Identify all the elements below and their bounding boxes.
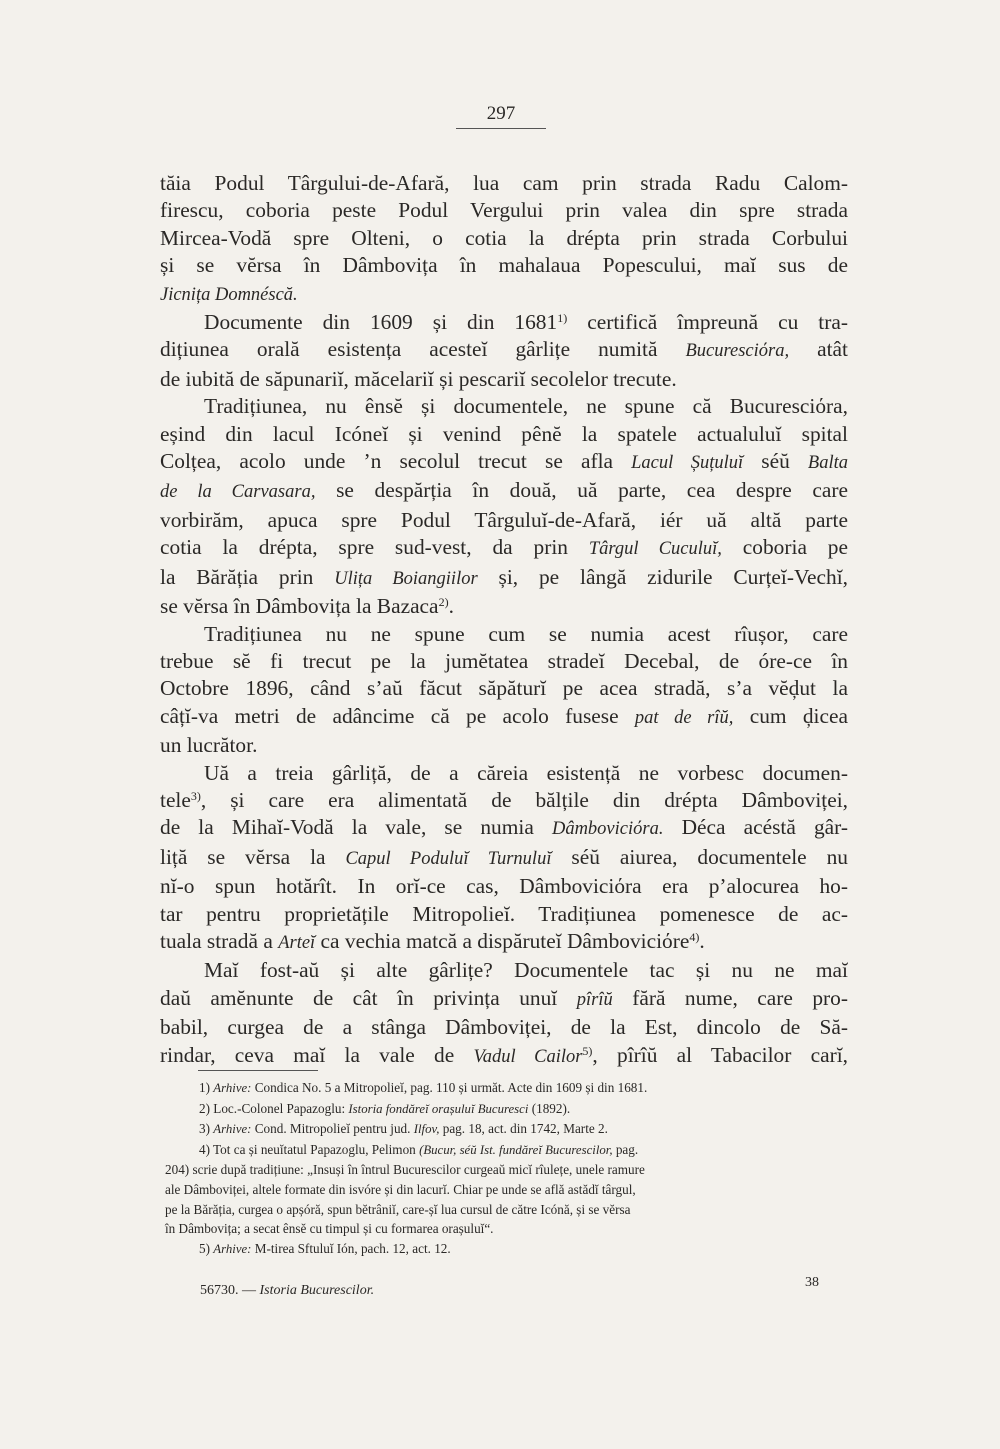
- text-run: tar pentru proprietățile Mitropolieĭ. Tradițiunea pomenesce de ac-: [160, 901, 848, 926]
- italic-text-run: Vadul Cailor: [473, 1046, 583, 1067]
- page-number-rule: [456, 128, 546, 129]
- text-run: pag. 18, act. din 1742, Marte 2.: [439, 1121, 608, 1137]
- text-run: 3): [199, 1121, 214, 1137]
- signature-prefix: 56730. —: [200, 1283, 260, 1298]
- text-line: [160, 732, 848, 759]
- italic-text-run: Ulița Boiangiilor: [334, 568, 478, 589]
- italic-text-run: Arteĭ: [278, 932, 316, 953]
- footnote-reference: 2): [438, 595, 449, 610]
- italic-text-run: Târgul Cuculuĭ,: [588, 539, 722, 560]
- sheet-number: 38: [805, 1275, 819, 1290]
- italic-text-run: Bucuresciόra,: [685, 341, 790, 362]
- footnote-reference: 1): [557, 311, 568, 326]
- text-run: .: [699, 928, 705, 953]
- text-run: se despărția în două, uă parte, cea despre care: [315, 478, 848, 503]
- text-line: [160, 675, 848, 702]
- italic-text-run: Balta: [807, 453, 849, 474]
- text-run: de iubită de săpunariĭ, măcelariĭ și pescariĭ secolelor trecute.: [160, 366, 677, 391]
- text-run: 2) Loc.-Colonel Papazoglu:: [199, 1100, 349, 1116]
- page-number: 297: [486, 103, 516, 124]
- footnote-reference: 3): [190, 788, 201, 803]
- text-line: [160, 873, 848, 900]
- text-line: [160, 309, 848, 336]
- text-run: , și care era alimentată de bălțile din drépta Dâmboviței,: [200, 787, 848, 812]
- text-line: [160, 534, 848, 563]
- text-line: [160, 170, 848, 197]
- text-run: babil, curgea de a stânga Dâmboviței, de la Est, dincolo de Să-: [160, 1015, 848, 1040]
- text-run: Documente din 1609 și din 1681: [204, 310, 558, 335]
- text-line: [160, 621, 848, 648]
- footnote-line: [165, 1078, 855, 1099]
- text-run: pe la Bărăția, curgea o apșóră, spun bĕtrâniĭ, care-șĭ lua cursul de către Icónă, și se vĕrsa: [165, 1201, 631, 1217]
- footnote-reference: 5): [582, 1043, 593, 1058]
- text-run: Colțea, acolo unde ’n secolul trecut se afla: [160, 449, 632, 474]
- italic-text-run: Arhive:: [213, 1241, 252, 1256]
- italic-text-run: de la Carvasara,: [160, 482, 316, 503]
- text-line: [160, 760, 848, 787]
- footnote-line: [165, 1140, 855, 1161]
- footnote-reference: 4): [689, 929, 700, 944]
- text-run: certifică împreună cu tra-: [567, 310, 848, 335]
- text-line: [160, 280, 848, 309]
- text-line: [160, 252, 848, 279]
- text-run: câțĭ-va metri de adâncime că pe acolo fusese: [160, 703, 635, 728]
- italic-text-run: Ilfov,: [413, 1122, 440, 1137]
- text-run: Maĭ fost-aŭ și alte gârlițe? Documentele tac și nu ne maĭ: [204, 958, 848, 983]
- text-run: un lucrător.: [160, 733, 258, 758]
- text-run: cotia la drépta, spre sud-vest, da prin: [160, 535, 589, 560]
- text-line: [160, 225, 848, 252]
- footnote-line: [165, 1200, 855, 1220]
- text-run: Mircea-Vodă spre Olteni, o cotia la drépta prin strada Corbului: [160, 225, 848, 250]
- text-run: de la Mihaĭ-Vodă la vale, se numia: [160, 815, 552, 840]
- text-run: 1): [199, 1080, 214, 1095]
- text-run: Tradițiunea nu ne spune cum se numia acest rîușor, care: [204, 621, 848, 646]
- text-run: tăia Podul Târgului-de-Afară, lua cam prin strada Radu Calom-: [160, 171, 848, 195]
- text-run: se vĕrsa în Dâmbovița la Bazaca: [160, 594, 439, 619]
- text-run: rindar, ceva maĭ la vale de: [160, 1042, 474, 1067]
- text-run: Déca acéstă gâr-: [663, 815, 848, 840]
- text-run: și se vĕrsa în Dâmbovița în mahalaua Popescului, maĭ sus de: [160, 253, 848, 278]
- text-run: trebue sĕ fi trecut pe la jumĕtatea stradeĭ Decebal, de óre-ce în: [160, 648, 848, 673]
- footnote-line: [165, 1160, 855, 1180]
- footnote-line: [165, 1119, 855, 1140]
- text-line: [160, 593, 848, 620]
- text-run: Octobre 1896, când s’aŭ făcut săpăturĭ pe acea stradă, s’a vĕḑut la: [160, 676, 848, 701]
- text-run: fără nume, care pro-: [612, 985, 848, 1010]
- printer-signature: [200, 1283, 374, 1299]
- italic-text-run: Istoria fondăreĭ orașuluĭ Bucuresci: [348, 1101, 529, 1116]
- text-line: [160, 928, 848, 957]
- text-run: séŭ aiurea, documentele nu: [551, 844, 849, 869]
- text-line: [160, 1042, 848, 1071]
- text-run: Condica No. 5 a Mitropolieĭ, pag. 110 și următ. Acte din 1609 și din 1681.: [251, 1080, 648, 1095]
- text-line: [160, 477, 848, 506]
- text-line: [160, 787, 848, 814]
- footnote-rule: [198, 1070, 318, 1071]
- text-run: pag.: [612, 1141, 639, 1157]
- text-run: vorbirăm, apuca spre Podul Târguluĭ-de-Afară, iér uă altă parte: [160, 507, 848, 532]
- text-line: [160, 197, 848, 224]
- text-line: [160, 421, 848, 448]
- footnote-line: [165, 1180, 855, 1200]
- text-run: Uă a treia gârliță, de a căreia esistență ne vorbesc documen-: [204, 760, 848, 785]
- italic-text-run: pat de rîŭ,: [634, 707, 734, 728]
- text-line: [160, 393, 848, 420]
- italic-text-run: Arhive:: [213, 1122, 252, 1137]
- text-run: nĭ-o spun hotărît. In orĭ-ce cas, Dâmboviciόra era p’alocurea ho-: [160, 874, 848, 899]
- text-line: [160, 366, 848, 393]
- text-line: [160, 336, 848, 365]
- footnote-line: [165, 1099, 855, 1120]
- text-run: eșind din lacul Icóneĭ și venind pênĕ la spatele actualuluĭ spital: [160, 421, 848, 446]
- text-run: ca vechia matcă a dispăruteĭ Dâmboviciόre: [315, 928, 690, 953]
- text-run: tuala stradă a: [160, 928, 279, 953]
- text-run: în Dâmbovița; a secat ênsĕ cu timpul și cu formarea orașuluĭ“.: [165, 1221, 494, 1237]
- text-run: coboria pe: [721, 535, 849, 560]
- text-run: firescu, coboria peste Podul Vergului prin valea din spre strada: [160, 198, 848, 223]
- text-line: [160, 507, 848, 534]
- text-run: 4) Tot ca și neuĭtatul Papazoglu, Pelimon: [199, 1141, 420, 1157]
- italic-text-run: pîrîŭ: [576, 989, 613, 1010]
- italic-text-run: Arhive:: [213, 1081, 252, 1095]
- text-run: tele: [160, 787, 191, 812]
- footnote-line: [165, 1219, 855, 1239]
- text-line: [160, 957, 848, 984]
- text-run: dițiunea orală esistența acesteĭ gârlițe numită: [160, 337, 686, 362]
- body-text: [160, 170, 848, 1071]
- text-line: [160, 901, 848, 928]
- text-line: [160, 703, 848, 732]
- footnotes: [165, 1078, 855, 1259]
- text-run: (1892).: [528, 1100, 571, 1116]
- text-line: [160, 985, 848, 1014]
- text-line: [160, 564, 848, 593]
- text-line: [160, 814, 848, 843]
- text-run: Tradițiunea, nu ênsĕ și documentele, ne spune că Bucuresciόra,: [204, 394, 848, 419]
- text-run: séŭ: [743, 449, 808, 474]
- text-run: cum ḑicea: [733, 703, 848, 728]
- text-run: 5): [199, 1240, 214, 1256]
- text-run: M-tirea Sftuluĭ Ión, pach. 12, act. 12.: [251, 1240, 451, 1256]
- text-line: [160, 648, 848, 675]
- text-run: liță se vĕrsa la: [160, 844, 346, 869]
- text-run: , pîrîŭ al Tabacilor carĭ,: [592, 1042, 848, 1067]
- text-run: la Bărăția prin: [160, 564, 335, 589]
- text-run: ale Dâmboviței, altele formate din isvóre și din lacurĭ. Chiar pe unde se află astădĭ târgul,: [165, 1181, 636, 1197]
- italic-text-run: (Bucur, séŭ Ist. fundăreĭ Bucurescilor,: [419, 1142, 613, 1157]
- italic-text-run: Lacul Șuțuluĭ: [631, 453, 744, 474]
- text-line: [160, 1014, 848, 1041]
- italic-text-run: Dâmboviciόra.: [551, 819, 664, 840]
- text-run: 204) scrie după tradițiune: „Insuși în întrul Bucurescilor curgeaŭ micĭ rîulețe, unele ramure: [165, 1162, 645, 1178]
- text-run: .: [448, 594, 454, 619]
- text-run: atât: [789, 337, 848, 362]
- text-run: daŭ amĕnunte de cât în privința unuĭ: [160, 985, 577, 1010]
- signature-title: Istoria Bucurescilor.: [259, 1283, 375, 1298]
- text-run: și, pe lângă zidurile Curțeĭ-Vechĭ,: [477, 564, 848, 589]
- footnote-line: [165, 1239, 855, 1260]
- text-line: [160, 448, 848, 477]
- italic-text-run: Capul Poduluĭ Turnuluĭ: [345, 848, 552, 869]
- text-line: [160, 844, 848, 873]
- italic-text-run: Jicnița Domnéscă.: [160, 284, 298, 305]
- text-run: Cond. Mitropolieĭ pentru jud.: [251, 1121, 414, 1137]
